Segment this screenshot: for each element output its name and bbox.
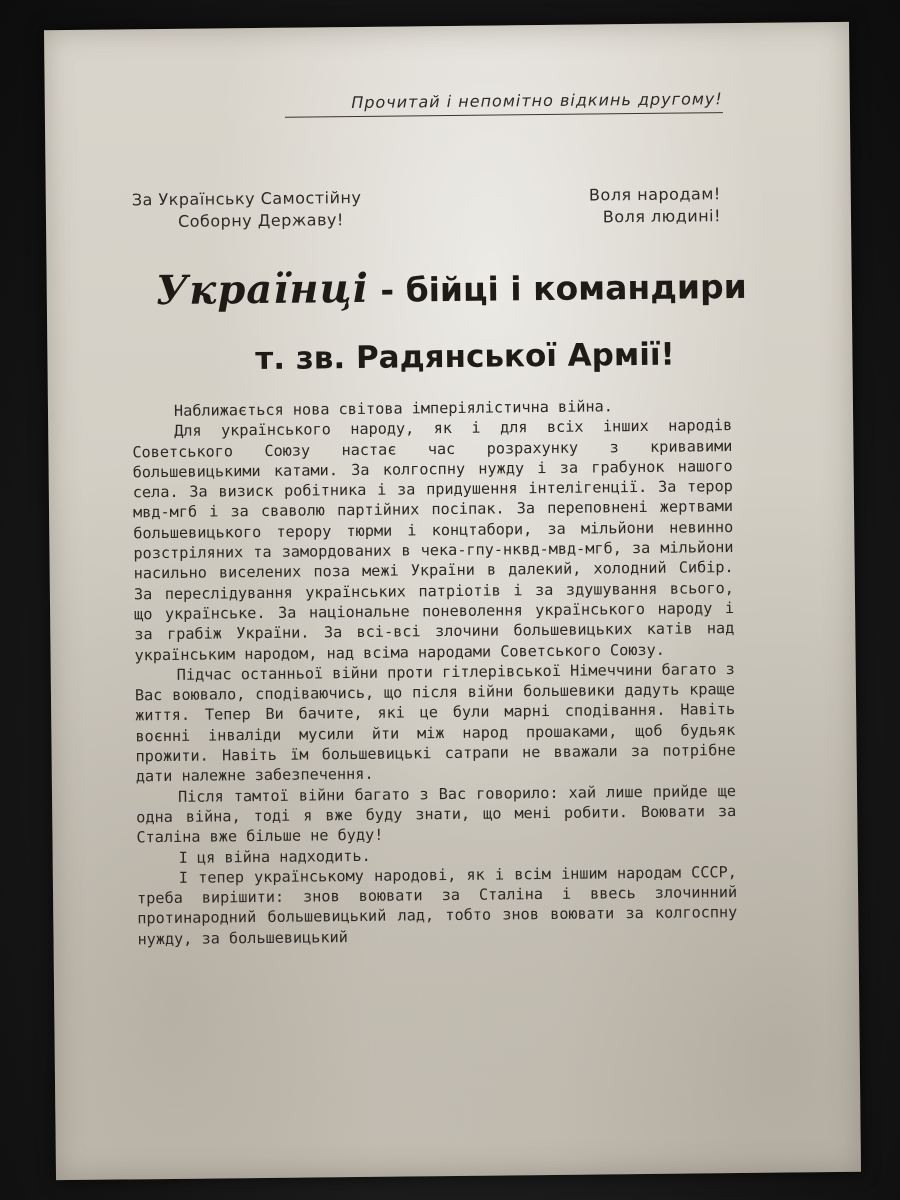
- slogan-right: [501, 183, 721, 229]
- headline-emphasis: Українці: [155, 264, 370, 315]
- paragraph-3: Підчас останньої війни проти гітлерівської Німеччини багато з Вас воювало, сподіваючись, що після війни большевики дадуть краще життя. Тепер Ви бачите, які це були марні сподівання. Навіть воєнні інваліди мусили йти між народ прошаками, щоб будьяк прожити. Навіть їм большевицькі сатрапи не вважали за потрібне дати належне забезпечення.: [134, 659, 736, 786]
- slogan-left-line-2: Соборну Державу!: [177, 210, 344, 231]
- paragraph-1: Наближається нова світова імперіялістична війна.: [173, 397, 613, 420]
- slogan-right-line-1: Воля народам!: [588, 184, 721, 205]
- paragraph-5: І ця війна надходить.: [178, 846, 371, 867]
- leaflet-page: [44, 22, 861, 1180]
- slogan-left-line-1: За Українську Самостійну: [131, 187, 362, 210]
- paragraph-4: Після тамтої війни багато з Вас говорило: хай лише прийде ще одна війна, тоді я вже буду знати, що мені робити. Воювати за Сталіна вже більше не буду!: [136, 781, 737, 847]
- body-text: [132, 395, 738, 949]
- paragraph-6: І тепер українському народові, як і всім іншим народам СССР, треба вирішити: знов воювати за Сталіна і ввесь злочинний протинародний большевицький лад, тобто знов воювати за колгоспну нужду, за большевицький: [137, 862, 738, 949]
- slogan-left: [132, 186, 432, 233]
- top-note: Прочитай і непомітно відкинь другому!: [285, 89, 723, 118]
- paragraph-2: Для українського народу, як і для всіх інших народів Советського Союзу настає час розрахунку з кривавими большевицькими катами. За колгоспну нужду і за грабунок нашого села. За визиск робітника і за придушення інтелігенції. За терор мвд-мгб і за сваволю партійних посіпак. За переповнені жертвами большевицького терору тюрми і концтабори, за мільйони невинно розстріляних та замордованих в чека-гпу-нквд-мвд-мгб, за мільйони насильно виселених поза межі України в далекий, холодний Сибір. За переслідування українських патріотів і за здушування всього, що українське. За національне поневолення українського народу і за грабіж України. За всі-всі злочини большевицьких катів над українським народом, над всіма народами Советського Союзу.: [132, 416, 735, 664]
- slogan-right-line-2: Воля людині!: [602, 206, 722, 227]
- headline: [86, 261, 746, 315]
- headline-rest: - бійці і командири: [368, 266, 747, 310]
- subheadline: т. зв. Радянської Армії!: [255, 336, 675, 378]
